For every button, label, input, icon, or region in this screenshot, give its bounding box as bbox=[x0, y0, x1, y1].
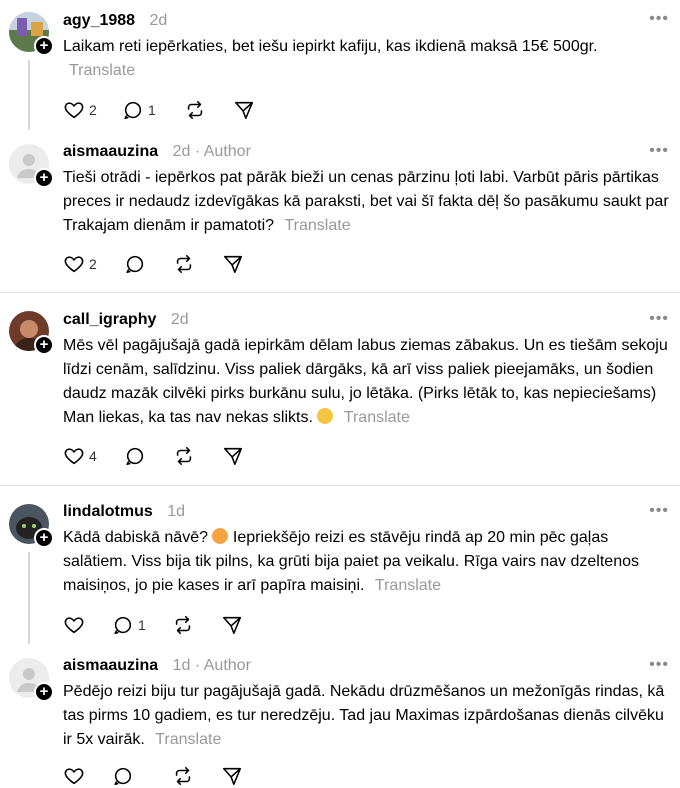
send-icon bbox=[222, 445, 244, 467]
author-separator: · bbox=[194, 657, 204, 674]
share-button[interactable] bbox=[222, 252, 244, 276]
like-button[interactable] bbox=[63, 98, 97, 122]
username[interactable]: lindalotmus bbox=[63, 503, 153, 520]
post-3 bbox=[0, 293, 680, 486]
post-time: 2d bbox=[149, 12, 168, 29]
post-5 bbox=[0, 646, 680, 774]
comment-icon bbox=[112, 614, 134, 636]
post-4 bbox=[0, 486, 680, 646]
reply-button[interactable] bbox=[124, 444, 146, 468]
comment-icon bbox=[112, 765, 134, 787]
like-button[interactable] bbox=[63, 444, 97, 468]
repost-icon bbox=[172, 614, 194, 636]
post-time: 1d bbox=[172, 657, 191, 674]
repost-icon bbox=[173, 253, 195, 275]
translate-link[interactable]: Translate bbox=[69, 62, 136, 79]
heart-icon bbox=[63, 765, 85, 787]
repost-button[interactable] bbox=[173, 444, 195, 468]
like-count: 4 bbox=[89, 448, 97, 464]
comment-icon bbox=[124, 253, 146, 275]
comment-icon bbox=[122, 99, 144, 121]
heart-icon bbox=[63, 253, 85, 275]
translate-link[interactable]: Translate bbox=[284, 217, 351, 234]
username[interactable]: call_igraphy bbox=[63, 311, 157, 328]
translate-link[interactable]: Translate bbox=[155, 731, 222, 748]
send-icon bbox=[221, 614, 243, 636]
reply-button[interactable] bbox=[112, 764, 134, 788]
post-text-block bbox=[63, 35, 603, 83]
emoji-icon bbox=[212, 528, 228, 544]
like-button[interactable] bbox=[63, 764, 85, 788]
more-options-icon[interactable]: ••• bbox=[649, 502, 669, 519]
username[interactable]: aismaauzina bbox=[63, 143, 159, 160]
translate-link[interactable]: Translate bbox=[343, 409, 410, 426]
repost-button[interactable] bbox=[173, 252, 195, 276]
thread-line bbox=[28, 60, 30, 130]
emoji-icon bbox=[317, 408, 333, 424]
repost-icon bbox=[184, 99, 206, 121]
like-button[interactable] bbox=[63, 252, 97, 276]
more-options-icon[interactable]: ••• bbox=[649, 656, 669, 673]
like-button[interactable] bbox=[63, 613, 85, 637]
post-text: Pēdējo reizi biju tur pagājušajā gadā. Nekādu drūzmēšanos un mežonīgās rindas, kā tas pirms 10 gadiem, es tur neredzēju. Tad jau Maximas izpārdošanas dienās cilvēku ir 5x vairāk. bbox=[63, 683, 665, 748]
post-text-block bbox=[63, 166, 673, 238]
reply-button[interactable] bbox=[122, 98, 156, 122]
follow-icon[interactable]: + bbox=[34, 36, 54, 56]
post-text: Iepriekšējo reizi es stāvēju rindā ap 20 min pēc gaļas salātiem. Viss bija tik pilns, ka grūti bija paiet pa veikalu. Rīga vairs nav dzeltenos maisiņos, jo pie kases ir arī papīra maisiņi. bbox=[63, 529, 639, 594]
more-options-icon[interactable]: ••• bbox=[649, 10, 669, 27]
follow-icon[interactable]: + bbox=[34, 168, 54, 188]
thread-line bbox=[28, 552, 30, 644]
post-time: 2d bbox=[172, 143, 191, 160]
repost-icon bbox=[172, 765, 194, 787]
post-text-block bbox=[63, 334, 673, 430]
follow-icon[interactable]: + bbox=[34, 528, 54, 548]
username[interactable]: agy_1988 bbox=[63, 12, 136, 29]
author-tag: Author bbox=[203, 657, 251, 674]
follow-icon[interactable]: + bbox=[34, 682, 54, 702]
more-options-icon[interactable]: ••• bbox=[649, 142, 669, 159]
post-text: Mēs vēl pagājušajā gadā iepirkām dēlam labus ziemas zābakus. Un es tiešām sekoju līdzi cenām, salīdzinu. Viss paliek dārgāks, kā arī viss paliek pieejamāks, un šodien daudz mazāk cilvēki pirks burkānu sulu, jo lētāka. (Pirks lētāk to, kas nepieciešams) Man liekas, ka tas nav nekas slikts. bbox=[63, 337, 668, 426]
post-text-lead: Kādā dabiskā nāvē? bbox=[63, 529, 208, 546]
post-time: 2d bbox=[170, 311, 189, 328]
repost-icon bbox=[173, 445, 195, 467]
follow-icon[interactable]: + bbox=[34, 335, 54, 355]
reply-button[interactable] bbox=[112, 613, 146, 637]
post-text: Tieši otrādi - iepērkos pat pārāk bieži un cenas pārzinu ļoti labi. Varbūt pāris pārtikas preces ir nedaudz izdevīgākas kā paraksti, bet vai šī fakta dēļ šo pasākumu saukt par Trakajam dienām ir pamatoti? bbox=[63, 169, 669, 234]
like-count: 2 bbox=[89, 102, 97, 118]
reply-count: 1 bbox=[138, 617, 146, 633]
post-time: 1d bbox=[167, 503, 186, 520]
post-1 bbox=[0, 0, 680, 134]
post-text-block bbox=[63, 526, 673, 598]
send-icon bbox=[221, 765, 243, 787]
heart-icon bbox=[63, 445, 85, 467]
like-count: 2 bbox=[89, 256, 97, 272]
share-button[interactable] bbox=[221, 764, 243, 788]
translate-link[interactable]: Translate bbox=[374, 577, 442, 594]
share-button[interactable] bbox=[221, 613, 243, 637]
send-icon bbox=[222, 253, 244, 275]
author-tag: Author bbox=[203, 143, 251, 160]
repost-button[interactable] bbox=[184, 98, 206, 122]
comment-icon bbox=[124, 445, 146, 467]
repost-button[interactable] bbox=[172, 613, 194, 637]
reply-count: 1 bbox=[148, 102, 156, 118]
author-separator: · bbox=[194, 143, 204, 160]
username[interactable]: aismaauzina bbox=[63, 657, 159, 674]
reply-button[interactable] bbox=[124, 252, 146, 276]
share-button[interactable] bbox=[222, 444, 244, 468]
send-icon bbox=[233, 99, 255, 121]
heart-icon bbox=[63, 99, 85, 121]
post-2 bbox=[0, 134, 680, 293]
post-text: Laikam reti iepērkaties, bet iešu iepirkt kafiju, kas ikdienā maksā 15€ 500gr. bbox=[63, 38, 598, 55]
heart-icon bbox=[63, 614, 85, 636]
post-text-block bbox=[63, 680, 673, 752]
repost-button[interactable] bbox=[172, 764, 194, 788]
share-button[interactable] bbox=[233, 98, 255, 122]
more-options-icon[interactable]: ••• bbox=[649, 310, 669, 327]
